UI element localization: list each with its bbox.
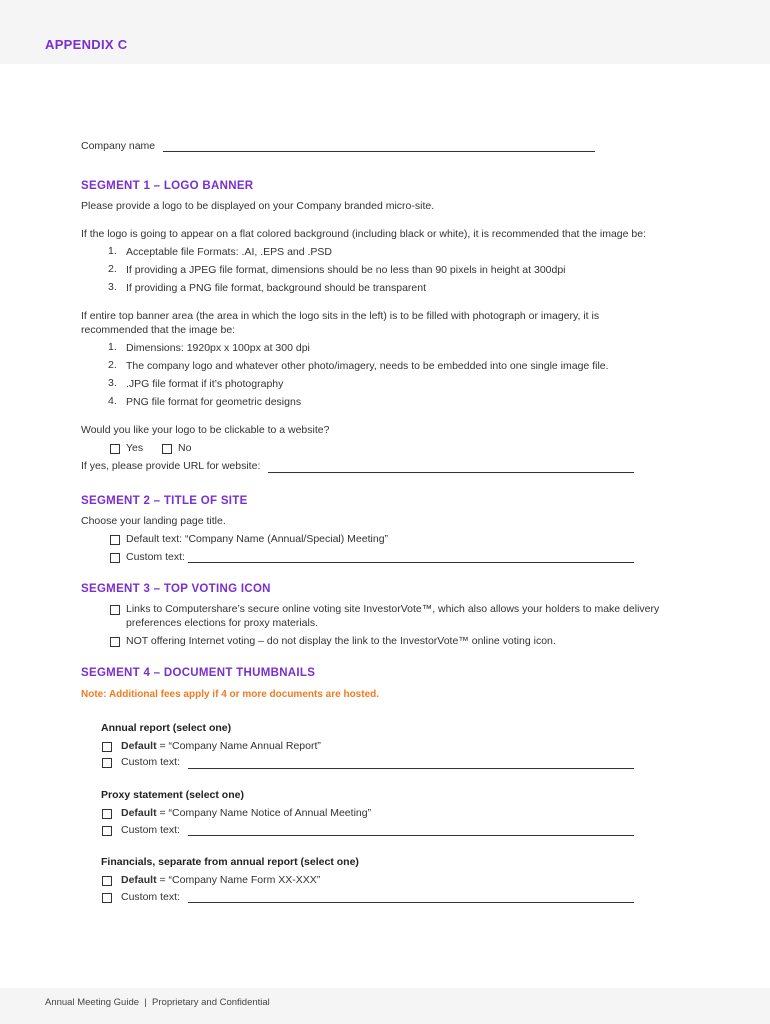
list-number: 3. xyxy=(108,377,117,389)
proxy-statement-default-label xyxy=(121,806,371,820)
no-internet-voting-checkbox[interactable] xyxy=(110,637,120,647)
segment1-banner-intro: If entire top banner area (the area in which the logo sits in the left) is to be filled with photograph or imagery, it is xyxy=(81,310,600,322)
default-bold: Default xyxy=(121,740,157,752)
investorvote-link-label-cont: preferences elections for proxy materials. xyxy=(126,617,318,629)
url-field[interactable] xyxy=(268,472,634,473)
custom-title-field[interactable] xyxy=(188,562,634,563)
financials-heading: Financials, separate from annual report (select one) xyxy=(101,856,359,868)
segment2-title: SEGMENT 2 – TITLE OF SITE xyxy=(81,495,248,507)
list-item: PNG file format for geometric designs xyxy=(126,396,302,408)
company-name-label: Company name xyxy=(81,140,156,152)
list-item: If providing a PNG file format, background should be transparent xyxy=(126,282,426,294)
financials-custom-checkbox[interactable] xyxy=(102,893,112,903)
segment2-intro: Choose your landing page title. xyxy=(81,515,226,527)
default-title-checkbox[interactable] xyxy=(110,535,120,545)
segment4-title: SEGMENT 4 – DOCUMENT THUMBNAILS xyxy=(81,667,316,679)
default-bold: Default xyxy=(121,874,157,886)
financials-custom-field[interactable] xyxy=(188,902,634,903)
list-number: 4. xyxy=(108,395,117,407)
list-item: The company logo and whatever other photo/imagery, needs to be embedded into one single image file. xyxy=(126,360,609,372)
url-label: If yes, please provide URL for website: xyxy=(81,460,261,472)
proxy-statement-default-checkbox[interactable] xyxy=(102,809,112,819)
yes-label: Yes xyxy=(126,442,144,454)
list-number: 1. xyxy=(108,341,117,353)
list-item: Acceptable file Formats: .AI, .EPS and .PSD xyxy=(126,246,333,258)
annual-report-custom-checkbox[interactable] xyxy=(102,758,112,768)
default-text: = “Company Name Notice of Annual Meeting” xyxy=(156,807,372,819)
company-name-field[interactable] xyxy=(163,151,595,152)
yes-checkbox[interactable] xyxy=(110,444,120,454)
proxy-statement-custom-label: Custom text: xyxy=(121,824,180,836)
financials-custom-label: Custom text: xyxy=(121,891,180,903)
list-item: Dimensions: 1920px x 100px at 300 dpi xyxy=(126,342,310,354)
proxy-statement-custom-checkbox[interactable] xyxy=(102,826,112,836)
default-text: = “Company Name Form XX-XXX” xyxy=(156,874,321,886)
default-title-label: Default text: “Company Name (Annual/Special) Meeting” xyxy=(126,533,389,545)
segment1-flat-intro: If the logo is going to appear on a flat colored background (including black or white), it is recommended that the image be: xyxy=(81,228,646,240)
list-number: 1. xyxy=(108,245,117,257)
page-title: APPENDIX C xyxy=(45,37,128,52)
financials-default-label xyxy=(121,873,320,887)
investorvote-link-checkbox[interactable] xyxy=(110,605,120,615)
no-checkbox[interactable] xyxy=(162,444,172,454)
annual-report-custom-label: Custom text: xyxy=(121,756,180,768)
annual-report-default-checkbox[interactable] xyxy=(102,742,112,752)
custom-title-label: Custom text: xyxy=(126,551,185,563)
list-number: 2. xyxy=(108,263,117,275)
default-bold: Default xyxy=(121,807,157,819)
clickable-question: Would you like your logo to be clickable to a website? xyxy=(81,424,330,436)
no-internet-voting-label: NOT offering Internet voting – do not display the link to the InvestorVote™ online voting icon. xyxy=(126,635,556,647)
header-band xyxy=(0,0,770,64)
list-number: 3. xyxy=(108,281,117,293)
segment1-intro: Please provide a logo to be displayed on your Company branded micro-site. xyxy=(81,200,435,212)
list-item: .JPG file format if it’s photography xyxy=(126,378,284,390)
list-item: If providing a JPEG file format, dimensions should be no less than 90 pixels in height at 300dpi xyxy=(126,264,566,276)
proxy-statement-custom-field[interactable] xyxy=(188,835,634,836)
fees-note: Note: Additional fees apply if 4 or more documents are hosted. xyxy=(81,689,380,700)
annual-report-default-label xyxy=(121,739,321,753)
segment3-title: SEGMENT 3 – TOP VOTING ICON xyxy=(81,583,271,595)
list-number: 2. xyxy=(108,359,117,371)
proxy-statement-heading: Proxy statement (select one) xyxy=(101,789,244,801)
no-label: No xyxy=(178,442,192,454)
footer-text: Annual Meeting Guide | Proprietary and Confidential xyxy=(45,997,270,1008)
default-text: = “Company Name Annual Report” xyxy=(156,740,321,752)
financials-default-checkbox[interactable] xyxy=(102,876,112,886)
annual-report-custom-field[interactable] xyxy=(188,768,634,769)
custom-title-checkbox[interactable] xyxy=(110,553,120,563)
annual-report-heading: Annual report (select one) xyxy=(101,722,232,734)
segment1-title: SEGMENT 1 – LOGO BANNER xyxy=(81,180,254,192)
segment1-banner-intro-cont: recommended that the image be: xyxy=(81,324,236,336)
investorvote-link-label: Links to Computershare’s secure online voting site InvestorVote™, which also allows your holders to make delivery xyxy=(126,603,660,615)
